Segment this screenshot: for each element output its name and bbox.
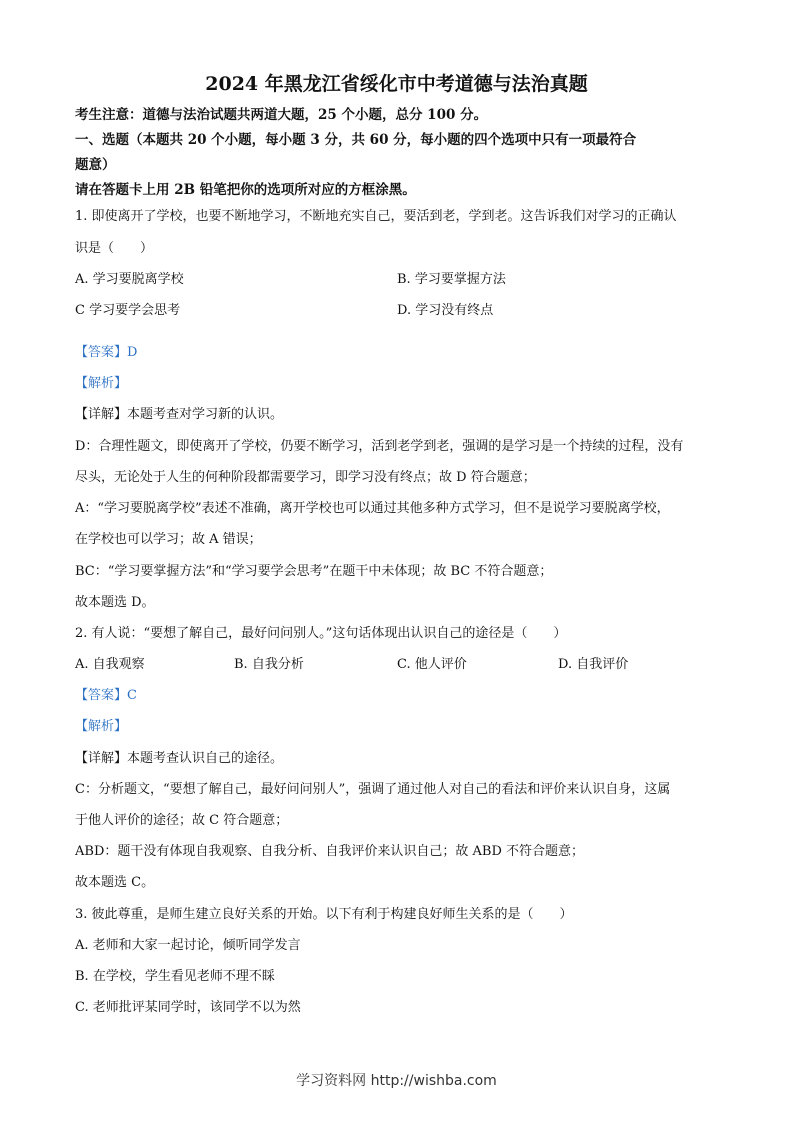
- q1-option-a: A. 学习要脱离学校: [75, 272, 184, 287]
- answer-label: 【答案】D: [75, 345, 138, 360]
- instruction-text: 请在答题卡上用 2B 铅笔把你的选项所对应的方框涂黑。: [75, 182, 416, 198]
- footer-watermark: 学习资料网 http://wishba.com: [296, 1073, 497, 1089]
- q3-option-a: A. 老师和大家一起讨论，倾听同学发言: [75, 938, 301, 953]
- q2-analysis-label: 【解析】: [75, 719, 128, 734]
- q1-option-c: C 学习要学会思考: [75, 303, 181, 318]
- q1-option-d: D. 学习没有终点: [397, 303, 494, 318]
- q1-explain-3: A：“学习要脱离学校”表述不准确，离开学校也可以通过其他多种方式学习，但不是说学习要脱离学校，: [75, 501, 670, 516]
- page-title: 2024 年黑龙江省绥化市中考道德与法治真题: [205, 73, 588, 95]
- q1-detail: 【详解】本题考查对学习新的认识。: [75, 407, 284, 422]
- q1-stem-line1: 1. 即使离开了学校，也要不断地学习，不断地充实自己，要活到老，学到老。这告诉我们对学习的正确认: [75, 209, 677, 224]
- section-heading-line1: 一、选题（本题共 20 个小题，每小题 3 分，共 60 分，每小题的四个选项中只有一项最符合: [75, 132, 637, 148]
- q1-answer: [75, 344, 137, 362]
- q2-explain-1: C：分析题文，“要想了解自己，最好问问别人”，强调了通过他人对自己的看法和评价来认识自身，这属: [75, 782, 671, 797]
- q2-stem: 2. 有人说：“要想了解自己，最好问问别人。”这句话体现出认识自己的途径是（ ）: [75, 626, 567, 641]
- q3-option-c: C. 老师批评某同学时，该同学不以为然: [75, 1000, 301, 1015]
- q2-option-b: B. 自我分析: [234, 657, 304, 672]
- q3-stem: 3. 彼此尊重，是师生建立良好关系的开始。以下有利于构建良好师生关系的是（ ）: [75, 907, 573, 922]
- q2-option-c: C. 他人评价: [397, 657, 467, 672]
- q2-explain-2: 于他人评价的途径；故 C 符合题意；: [75, 813, 289, 828]
- q1-option-b: B. 学习要掌握方法: [397, 272, 506, 287]
- q2-option-d: D. 自我评价: [558, 657, 629, 672]
- q1-explain-2: 尽头，无论处于人生的何种阶段都需要学习，即学习没有终点；故 D 符合题意；: [75, 470, 536, 485]
- q1-stem-line2: 识是（ ）: [75, 241, 154, 256]
- q1-explain-1: D：合理性题文，即使离开了学校，仍要不断学习，活到老学到老，强调的是学习是一个持续的过程，没有: [75, 439, 684, 454]
- q3-option-b: B. 在学校，学生看见老师不理不睬: [75, 969, 275, 984]
- notice-text: 考生注意：道德与法治试题共两道大题，25 个小题，总分 100 分。: [75, 107, 488, 123]
- q1-explain-6: 故本题选 D。: [75, 595, 155, 610]
- section-heading-line2: 题意）: [75, 157, 116, 173]
- q1-analysis-label: 【解析】: [75, 376, 128, 391]
- q2-explain-4: 故本题选 C。: [75, 875, 155, 890]
- q1-explain-5: BC：“学习要掌握方法”和“学习要学会思考”在题干中未体现；故 BC 不符合题意；: [75, 564, 553, 579]
- q1-explain-4: 在学校也可以学习；故 A 错误；: [75, 532, 262, 547]
- q2-answer: 【答案】C: [75, 688, 137, 703]
- q2-option-a: A. 自我观察: [75, 657, 145, 672]
- q2-detail: 【详解】本题考查认识自己的途径。: [75, 751, 284, 766]
- q2-explain-3: ABD：题干没有体现自我观察、自我分析、自我评价来认识自己；故 ABD 不符合题意；: [75, 844, 584, 859]
